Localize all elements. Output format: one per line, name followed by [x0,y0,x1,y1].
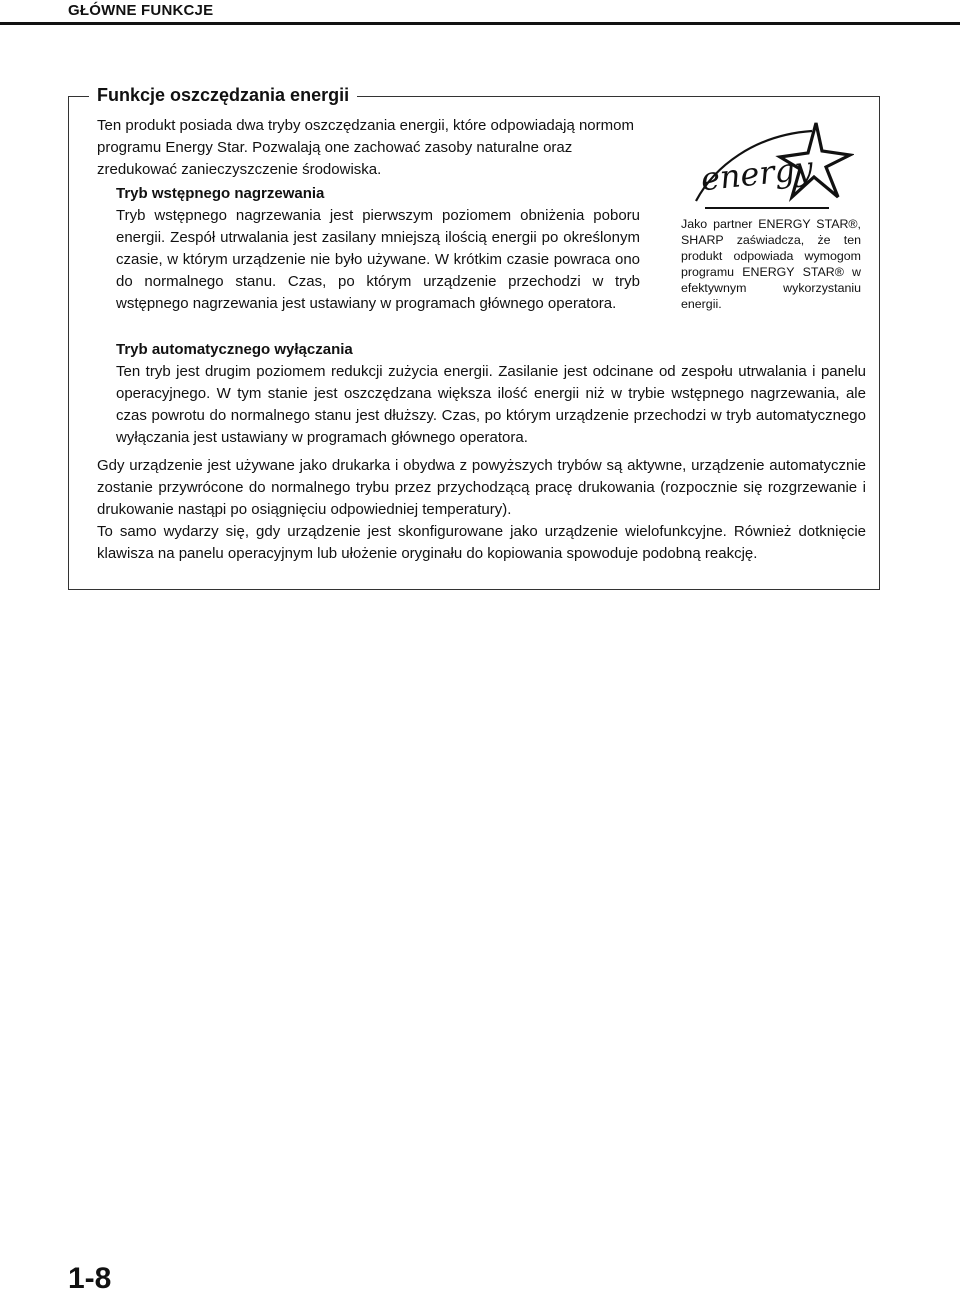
notes-section [97,455,866,565]
mfp-note: To samo wydarzy się, gdy urządzenie jest skonfigurowane jako urządzenie wielofunkcyjne. Również dotknięcie klawisza na panelu operacyjnym lub ułożenie oryginału do kopiowania spowoduje podobną reakcję. [97,523,866,562]
preheat-heading: Tryb wstępnego nagrzewania [116,185,325,202]
logo-rule [705,207,829,209]
printer-note: Gdy urządzenie jest używane jako drukarka i obydwa z powyższych trybów są aktywne, urządzenie automatycznie zostanie przywrócone do normalnego trybu przez przychodzącą pracę drukowania (rozpocznie się rozgrzewanie i drukowanie nastąpi po osiągnięciu odpowiedniej temperatury). [97,457,866,518]
auto-off-body: Ten tryb jest drugim poziomem redukcji zużycia energii. Zasilanie jest odcinane od zespołu utrwalania i panelu operacyjnego. W tym stanie jest oszczędzana większa ilość energii niż w trybie wstępnego nagrzewania, ale czas powrotu do normalnego stanu jest dłuższy. Czas, po którym urządzenie przechodzi w tryb automatycznego wyłączania jest ustawiany w programach głównego operatora. [116,363,866,446]
intro-paragraph: Ten produkt posiada dwa tryby oszczędzania energii, które odpowiadają normom programu Energy Star. Pozwalają one zachować zasoby naturalne oraz zredukować zanieczyszczenie środowiska. [97,117,634,178]
box-title: Funkcje oszczędzania energii [89,83,357,107]
page-number: 1-8 [68,1262,112,1295]
auto-off-heading: Tryb automatycznego wyłączania [116,341,353,358]
preheat-section [116,183,640,315]
header-rule [0,22,960,25]
energy-logo-script: energy [699,148,815,199]
energy-star-caption: Jako partner ENERGY STAR®, SHARP zaświadcza, że ten produkt odpowiada wymogom programu ENERGY STAR® w efektywnym wykorzystaniu energii. [681,217,861,311]
energy-star-logo-icon [694,117,854,209]
auto-off-section [116,339,866,449]
energy-saving-box [68,85,880,590]
page-header [0,0,960,22]
section-title: GŁÓWNE FUNKCJE [68,2,214,19]
preheat-body: Tryb wstępnego nagrzewania jest pierwszym poziomem obniżenia poboru energii. Zespół utrwalania jest zasilany mniejszą ilością energii po określonym czasie, w którym urządzenie nie było używane. W krótkim czasie powraca ono do normalnego stanu. Czas, po którym urządzenie przechodzi w tryb wstępnego nagrzewania jest ustawiany w programach głównego operatora. [116,207,640,312]
